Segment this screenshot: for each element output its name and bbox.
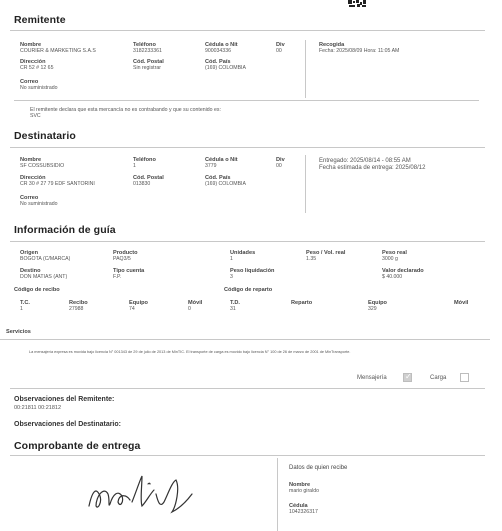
carga-checkbox[interactable] <box>460 373 469 382</box>
remitente-codpostal-label: Cód. Postal <box>133 59 164 65</box>
peso-real: 3000 g <box>382 256 398 262</box>
recibo-col-tc: T.C. <box>20 300 30 306</box>
reparto-val-td: 31 <box>230 306 236 312</box>
recibo-val-recibo: 27988 <box>69 306 84 312</box>
recibo-col-recibo: Recibo <box>69 300 88 306</box>
reparto-col-reparto: Reparto <box>291 300 313 306</box>
destino: DON MATIAS (ANT) <box>20 274 68 280</box>
receptor-nombre: mario giraldo <box>289 488 319 494</box>
remitente-nombre: COURIER & MARKETING S.A.S <box>20 48 96 54</box>
reparto-col-td: T.D. <box>230 300 240 306</box>
remitente-codpostal: Sin registrar <box>133 65 161 71</box>
recibo-val-equipo: 74 <box>129 306 135 312</box>
origen-label: Origen <box>20 250 39 256</box>
reparto-val-equipo: 329 <box>368 306 377 312</box>
valor-declarado-label: Valor declarado <box>382 268 424 274</box>
mensajeria-label: Mensajería <box>357 375 387 381</box>
remitente-direccion: CR 52 # 12 65 <box>20 65 54 71</box>
fecha-estimada-entrega: Fecha estimada de entrega: 2025/08/12 <box>319 165 426 171</box>
destinatario-direccion: CR 30 # 27 79 EDF SANTORINI <box>20 181 95 187</box>
remitente-div: 00 <box>276 48 282 54</box>
remitente-correo: No suministrado <box>20 85 58 91</box>
guia-title: Información de guía <box>14 224 116 236</box>
remitente-telefono: 3182233361 <box>133 48 162 54</box>
obs-remitente-label: Observaciones del Remitente: <box>14 396 115 403</box>
destinatario-codpais-label: Cód. País <box>205 175 231 181</box>
destinatario-direccion-label: Dirección <box>20 175 46 181</box>
column-divider <box>305 40 306 98</box>
peso-vol: 1.35 <box>306 256 317 262</box>
remitente-codpais-label: Cód. País <box>205 59 231 65</box>
remitente-cedula: 900034336 <box>205 48 231 54</box>
peso-liquidacion-label: Peso liquidación <box>230 268 275 274</box>
obs-destinatario-label: Observaciones del Destinatario: <box>14 421 121 428</box>
divider <box>14 100 479 101</box>
remitente-correo-label: Correo <box>20 79 39 85</box>
peso-liquidacion: 3 <box>230 274 233 280</box>
recibo-col-equipo: Equipo <box>129 300 148 306</box>
destinatario-correo: No suministrado <box>20 201 58 207</box>
column-divider <box>277 458 278 531</box>
datos-quien-recibe-label: Datos de quien recibe <box>289 465 348 471</box>
divider <box>0 339 490 340</box>
valor-declarado: $ 40.000 <box>382 274 403 280</box>
producto-label: Producto <box>113 250 138 256</box>
divider <box>10 455 485 456</box>
destinatario-codpostal-label: Cód. Postal <box>133 175 164 181</box>
destino-label: Destino <box>20 268 41 274</box>
servicios-title: Servicios <box>6 329 31 335</box>
recogida-fecha: Fecha: 2025/08/09 Hora: 11:05 AM <box>319 48 400 54</box>
peso-real-label: Peso real <box>382 250 407 256</box>
remitente-codpais: (169) COLOMBIA <box>205 65 246 71</box>
destinatario-correo-label: Correo <box>20 195 39 201</box>
comprobante-title: Comprobante de entrega <box>14 440 141 452</box>
receptor-cedula: 1042326317 <box>289 509 318 515</box>
tipo-cuenta-label: Tipo cuenta <box>113 268 145 274</box>
codigo-recibo-label: Código de recibo <box>14 287 60 293</box>
destinatario-codpais: (169) COLOMBIA <box>205 181 246 187</box>
receptor-cedula-label: Cédula <box>289 503 308 509</box>
recibo-col-movil: Móvil <box>188 300 203 306</box>
reparto-col-movil: Móvil <box>454 300 469 306</box>
destinatario-div: 00 <box>276 163 282 169</box>
remitente-cedula-label: Cédula o Nit <box>205 42 238 48</box>
destinatario-cedula: 3779 <box>205 163 217 169</box>
recogida-label: Recogida <box>319 42 345 48</box>
tipo-cuenta: F.P. <box>113 274 122 280</box>
remitente-title: Remitente <box>14 14 66 26</box>
unidades-label: Unidades <box>230 250 256 256</box>
unidades: 1 <box>230 256 233 262</box>
destinatario-cedula-label: Cédula o Nit <box>205 157 238 163</box>
destinatario-codpostal: 013830 <box>133 181 151 187</box>
destinatario-telefono-label: Teléfono <box>133 157 156 163</box>
carga-label: Carga <box>430 375 447 381</box>
remitente-nombre-label: Nombre <box>20 42 42 48</box>
column-divider <box>305 155 306 213</box>
peso-vol-label: Peso / Vol. real <box>306 250 346 256</box>
licencia-texto: La mensajería expresa es movida bajo licencia N° 001343 de 29 de julio de 2013 de MinTIC. El transporte de carga es movido bajo licencia N° 100 de 26 de marzo de 2001 de MinTransporte. <box>29 350 351 354</box>
mensajeria-checkbox[interactable] <box>403 373 412 382</box>
codigo-reparto-label: Código de reparto <box>224 287 273 293</box>
receptor-nombre-label: Nombre <box>289 482 311 488</box>
destinatario-nombre-label: Nombre <box>20 157 42 163</box>
divider <box>10 388 485 389</box>
recibo-val-movil: 0 <box>188 306 191 312</box>
reparto-col-equipo: Equipo <box>368 300 387 306</box>
remitente-direccion-label: Dirección <box>20 59 46 65</box>
divider <box>10 147 485 148</box>
divider <box>10 241 485 242</box>
producto: PAQ3/5 <box>113 256 131 262</box>
destinatario-div-label: Div <box>276 157 285 163</box>
divider <box>10 30 485 31</box>
remitente-contenido: SVC <box>30 113 41 119</box>
destinatario-title: Destinatario <box>14 130 76 142</box>
remitente-div-label: Div <box>276 42 285 48</box>
entregado-fecha: Entregado: 2025/08/14 - 08:55 AM <box>319 158 411 164</box>
remitente-declaracion: El remitente declara que esta mercancía no es contrabando y que su contenido es: <box>30 107 221 113</box>
obs-remitente: 00:21811 00:21812 <box>14 405 61 411</box>
origen: BOGOTA (C/MARCA) <box>20 256 71 262</box>
recibo-val-tc: 1 <box>20 306 23 312</box>
firma-signature <box>86 472 196 522</box>
destinatario-nombre: SF COSSUBSIDIO <box>20 163 65 169</box>
destinatario-telefono: 1 <box>133 163 136 169</box>
remitente-telefono-label: Teléfono <box>133 42 156 48</box>
qr-code-fragment <box>347 0 367 7</box>
